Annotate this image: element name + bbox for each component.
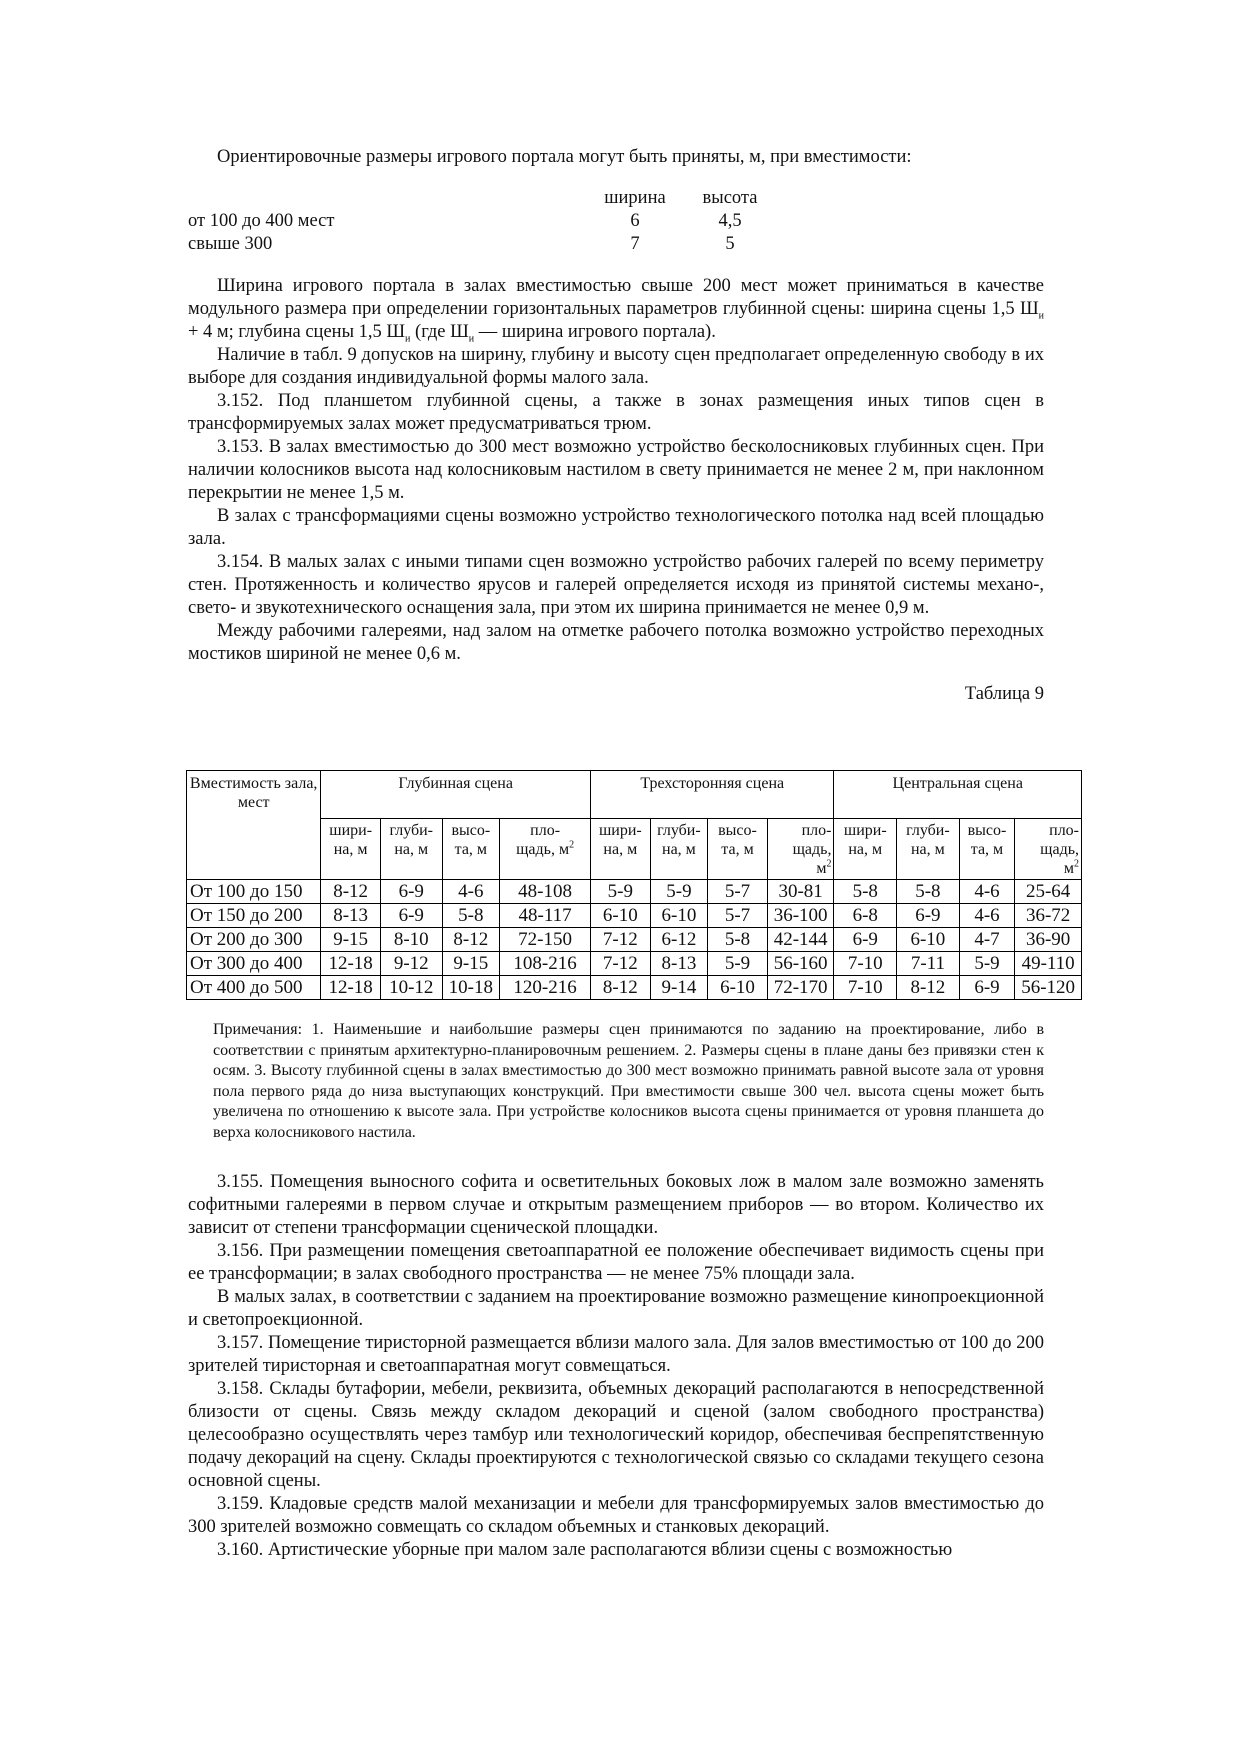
table-cell: 5-9 [591, 880, 651, 904]
table-notes: Примечания: 1. Наименьшие и наибольшие размеры сцен принимаются по заданию на проектирование, либо в соответствии с принятым архитектурно-планировочным решением. 2. Размеры сцены в плане даны без привязки стен к осям. 3. Высоту глубинной сцены в залах вместимостью до 300 мест возможно принимать равной высоте зала от уровня пола первого ряда до низа выступающих конструкций. При вместимости свыше 300 чел. высота сцены может быть увеличена по отношению к высоте зала. При устройстве колосников высота сцены принимается от уровня планшета до верха колосникового настила. [213, 1021, 1044, 1141]
group-header-deep-stage: Глубинная сцена [321, 771, 591, 819]
table-cell: 7-12 [591, 928, 651, 952]
portal-header-row [188, 187, 1044, 210]
paragraph-3-155: 3.155. Помещения выносного софита и осветительных боковых лож в малом зале возможно заменять софитными галереями в первом случае и открытым размещением приборов — во втором. Количество их зависит от степени трансформации сценической площадки. [188, 1172, 1044, 1238]
table-cell: 56-160 [767, 952, 834, 976]
table-cell: 42-144 [767, 928, 834, 952]
table-cell: 120-216 [500, 976, 591, 1000]
table-cell: 12-18 [321, 976, 381, 1000]
table-sub-header: высо- та, м [442, 819, 500, 880]
paragraph: В малых залах, в соответствии с заданием на проектирование возможно размещение кинопроекционной и светопроекционной. [188, 1287, 1044, 1330]
capacity-header: Вместимость зала, мест [187, 771, 321, 880]
table-cell: 4-7 [959, 928, 1015, 952]
table-cell: 7-10 [834, 976, 897, 1000]
paragraph-3-160: 3.160. Артистические уборные при малом зале располагаются вблизи сцены с возможностью [217, 1540, 953, 1560]
table-cell: 8-12 [321, 880, 381, 904]
portal-header-width: ширина [604, 188, 666, 208]
portal-row-width: 6 [630, 211, 640, 231]
table-cell: 6-10 [591, 904, 651, 928]
table-body [187, 880, 1082, 1000]
table-row-label: От 200 до 300 [187, 928, 321, 952]
table-cell: 6-9 [834, 928, 897, 952]
portal-row-label: свыше 300 [188, 234, 273, 254]
table-row-label: От 300 до 400 [187, 952, 321, 976]
table-row [187, 904, 1082, 928]
table-cell: 30-81 [767, 880, 834, 904]
table-cell: 8-12 [897, 976, 960, 1000]
table-cell: 5-7 [708, 904, 768, 928]
table-cell: 5-9 [650, 880, 708, 904]
table-cell: 5-9 [959, 952, 1015, 976]
table-cell: 5-8 [834, 880, 897, 904]
portal-row-height: 5 [725, 234, 735, 254]
table-sub-header: шири- на, м [834, 819, 897, 880]
table-cell: 5-8 [897, 880, 960, 904]
table-cell: 6-9 [380, 904, 442, 928]
portal-row [188, 233, 1044, 256]
table-cell: 6-9 [897, 904, 960, 928]
table-row [187, 976, 1082, 1000]
paragraph-3-158: 3.158. Склады бутафории, мебели, реквизита, объемных декораций располагаются в непосредственной близости от сцены. Связь между складом декораций и сценой (залом свободного пространства) целесообразно осуществлять через тамбур или технологический коридор, обеспечивая беспрепятственную подачу декораций на сцену. Склады проектируются с технологической связью со складами текущего сезона основной сцены. [188, 1379, 1044, 1491]
table-cell: 6-10 [897, 928, 960, 952]
table-group-header-row [187, 771, 1082, 819]
table-cell: 4-6 [959, 904, 1015, 928]
table-cell: 48-108 [500, 880, 591, 904]
table-cell: 25-64 [1015, 880, 1082, 904]
table-cell: 48-117 [500, 904, 591, 928]
table-cell: 5-9 [708, 952, 768, 976]
table-cell: 8-10 [380, 928, 442, 952]
table-cell: 10-18 [442, 976, 500, 1000]
paragraph-3-153: 3.153. В залах вместимостью до 300 мест возможно устройство бесколосниковых глубинных сцен. При наличии колосников высота над колосниковым настилом в свету принимается не менее 2 м, при наклонном перекрытии не менее 1,5 м. [188, 437, 1044, 503]
paragraph: Между рабочими галереями, над залом на отметке рабочего потолка возможно устройство переходных мостиков шириной не менее 0,6 м. [188, 621, 1044, 664]
table-cell: 9-14 [650, 976, 708, 1000]
table-cell: 8-13 [321, 904, 381, 928]
table-sub-header: пло- щадь, $м^2$ [767, 819, 834, 880]
table-cell: 56-120 [1015, 976, 1082, 1000]
table-cell: 8-12 [591, 976, 651, 1000]
table-cell: 36-90 [1015, 928, 1082, 952]
table-cell: 36-100 [767, 904, 834, 928]
paragraph-3-156: 3.156. При размещении помещения светоаппаратной ее положение обеспечивает видимость сцены при ее трансформации; в залах свободного пространства — не менее 75% площади зала. [188, 1241, 1044, 1284]
table-cell: 36-72 [1015, 904, 1082, 928]
table-sub-header: шири- на, м [591, 819, 651, 880]
paragraph: В залах с трансформациями сцены возможно устройство технологического потолка над всей площадью зала. [188, 506, 1044, 549]
table-sub-header: глуби- на, м [380, 819, 442, 880]
portal-width-paragraph: Ширина игрового портала в залах вместимостью свыше 200 мест может приниматься в качестве модульного размера при определении горизонтальных параметров глубинной сцены: ширина сцены 1,5 $Ш_и + 4$ м; глубина сцены 1,5 $Ш_и$ (где $Ш_и$ — ширина игрового портала). [188, 276, 1044, 345]
table-row [187, 928, 1082, 952]
table-sub-header: высо- та, м [708, 819, 768, 880]
table-row-label: От 100 до 150 [187, 880, 321, 904]
table-cell: 9-15 [442, 952, 500, 976]
group-header-central-stage: Центральная сцена [834, 771, 1082, 819]
table-cell: 4-6 [442, 880, 500, 904]
table-row [187, 952, 1082, 976]
table-cell: 6-10 [650, 904, 708, 928]
table-cell: 8-13 [650, 952, 708, 976]
table-cell: 6-10 [708, 976, 768, 1000]
table-9 [186, 770, 1082, 1000]
table-cell: 108-216 [500, 952, 591, 976]
table-sub-header: глуби- на, м [897, 819, 960, 880]
table-caption: Таблица 9 [964, 684, 1044, 704]
table-cell: 6-9 [380, 880, 442, 904]
portal-row-label: от 100 до 400 мест [188, 211, 335, 231]
portal-size-list [188, 187, 1044, 259]
table-sub-header: глуби- на, м [650, 819, 708, 880]
table-cell: 5-7 [708, 880, 768, 904]
table-sub-header: шири- на, м [321, 819, 381, 880]
portal-row [188, 210, 1044, 233]
table-cell: 7-12 [591, 952, 651, 976]
paragraph-3-157: 3.157. Помещение тиристорной размещается вблизи малого зала. Для залов вместимостью от 100 до 200 зрителей тиристорная и светоаппаратная могут совмещаться. [188, 1333, 1044, 1376]
group-header-three-sided-stage: Трехсторонняя сцена [591, 771, 834, 819]
table-cell: 4-6 [959, 880, 1015, 904]
portal-row-width: 7 [630, 234, 640, 254]
portal-row-height: 4,5 [718, 211, 742, 231]
table-cell: 49-110 [1015, 952, 1082, 976]
table-cell: 8-12 [442, 928, 500, 952]
table-sub-header: пло- щадь, $м^2$ [500, 819, 591, 880]
table-cell: 6-12 [650, 928, 708, 952]
document-body-continued [188, 1171, 1044, 1562]
table-row-label: От 400 до 500 [187, 976, 321, 1000]
table-cell: 9-15 [321, 928, 381, 952]
paragraph-3-152: 3.152. Под планшетом глубинной сцены, а также в зонах размещения иных типов сцен в трансформируемых залах может предусматриваться трюм. [188, 391, 1044, 434]
table-sub-header-row [187, 819, 1082, 880]
table-cell: 5-8 [708, 928, 768, 952]
table-sub-header: высо- та, м [959, 819, 1015, 880]
table-cell: 10-12 [380, 976, 442, 1000]
table-sub-header: пло- щадь, $м^2$ [1015, 819, 1082, 880]
paragraph-3-154: 3.154. В малых залах с иными типами сцен возможно устройство рабочих галерей по всему периметру стен. Протяженность и количество ярусов и галерей определяется исходя из принятой системы механо-, свето- и звукотехнического оснащения зала, при этом их ширина принимается не менее 0,9 м. [188, 552, 1044, 618]
document-page [188, 146, 1044, 718]
table-row-label: От 150 до 200 [187, 904, 321, 928]
table-cell: 5-8 [442, 904, 500, 928]
table-cell: 72-150 [500, 928, 591, 952]
paragraph: Наличие в табл. 9 допусков на ширину, глубину и высоту сцен предполагает определенную свободу в их выборе для создания индивидуальной формы малого зала. [188, 345, 1044, 388]
table-cell: 7-10 [834, 952, 897, 976]
intro-paragraph: Ориентировочные размеры игрового портала могут быть приняты, м, при вместимости: [217, 147, 912, 167]
table-cell: 12-18 [321, 952, 381, 976]
table-row [187, 880, 1082, 904]
paragraph-3-159: 3.159. Кладовые средств малой механизации и мебели для трансформируемых залов вместимостью до 300 зрителей возможно совмещать со складом объемных и станковых декораций. [188, 1494, 1044, 1537]
portal-header-height: высота [702, 188, 758, 208]
table-cell: 72-170 [767, 976, 834, 1000]
table-cell: 6-9 [959, 976, 1015, 1000]
table-cell: 9-12 [380, 952, 442, 976]
table-cell: 6-8 [834, 904, 897, 928]
table-cell: 7-11 [897, 952, 960, 976]
